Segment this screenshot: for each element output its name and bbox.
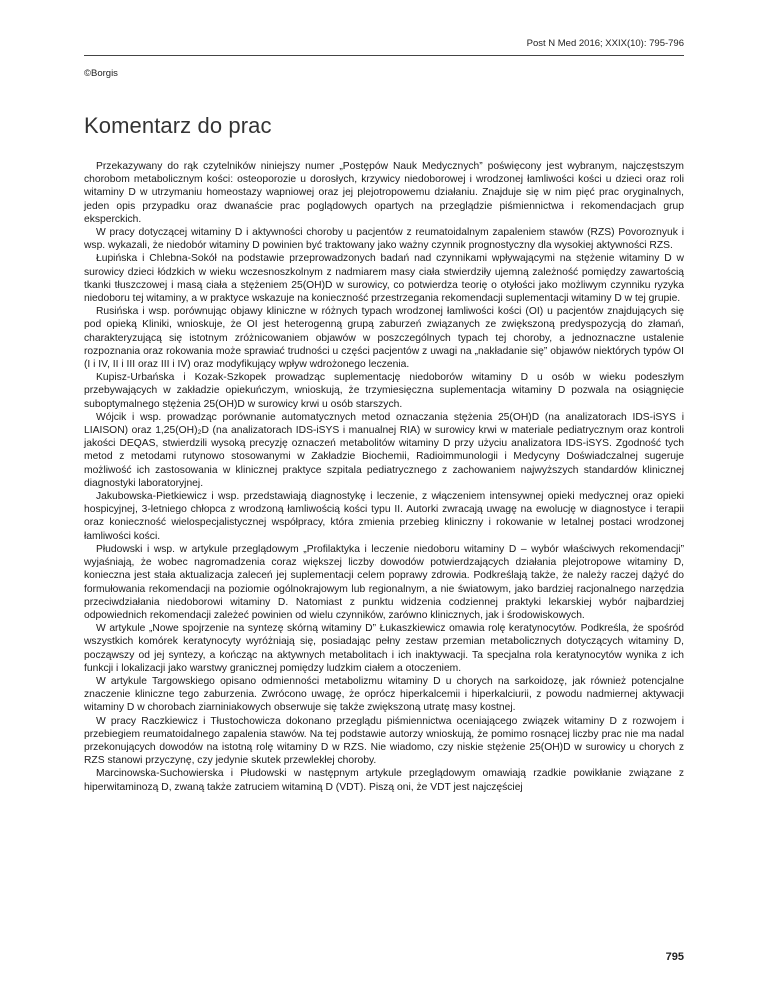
paragraph-10: W artykule Targowskiego opisano odmienności metabolizmu witaminy D u chorych na sarkoidozę, jak również potencjalne znaczenie kliniczne tego zaburzenia. Zwrócono uwagę, że oprócz hiperkalcemii i hiperkalciurii, z powodu nadmiernej aktywacji witaminy D w chorobach ziarniniakowych obserwuje się także zwiększoną utratę masy kostnej.	[84, 675, 684, 714]
paragraph-12: Marcinowska-Suchowierska i Płudowski w następnym artykule przeglądowym omawiają rzadkie powikłanie związane z hiperwitaminozą D, zwaną także zatruciem witaminą D (VDT). Piszą oni, że VDT jest najczęściej	[84, 768, 684, 793]
article-title: Komentarz do prac	[84, 113, 272, 138]
header-divider	[84, 55, 684, 56]
paragraph-11: W pracy Raczkiewicz i Tłustochowicza dokonano przeglądu piśmiennictwa oceniającego związek witaminy D z rozwojem i przebiegiem reumatoidalnego zapalenia stawów. Na tej podstawie autorzy wnioskują, że pomimo rosnącej liczby prac nie ma nadal przekonujących dowodów na istotną rolę witaminy D w RZS. Nie wiadomo, czy niskie stężenie 25(OH)D w surowicy u chorych z RZS stanowi przyczynę, czy jedynie skutek przewlekłej choroby.	[84, 715, 684, 767]
paragraph-7: Jakubowska-Pietkiewicz i wsp. przedstawiają diagnostykę i leczenie, z włączeniem intensywnej opieki medycznej oraz opieki hospicyjnej, 3-letniego chłopca z wrodzoną łamliwością kości typu II. Autorki zwracają uwagę na ewolucję w diagnostyce i terapii oraz konieczność wielospecjalistycznej współpracy, która zmienia przebieg kliniczny i rokowanie w letalnej postaci wrodzonej łamliwości kości.	[84, 491, 684, 542]
paragraph-3: Łupińska i Chlebna-Sokół na podstawie przeprowadzonych badań nad czynnikami wpływającymi na stężenie witaminy D w surowicy dzieci łódzkich w wieku wczesnoszkolnym z nadmiarem masy ciała stwierdziły ujemną zależność pomiędzy zawartością tkanki tłuszczowej i masą ciała a stężeniem 25(OH)D w surowicy, co potwierdza teorię o otyłości jako możliwym czynniku ryzyka niedoboru tej witaminy, a w praktyce wskazuje na konieczność przestrzegania rekomendacji suplementacji witaminy D w tej grupie.	[84, 253, 684, 305]
journal-citation: Post N Med 2016; XXIX(10): 795-796	[526, 38, 684, 49]
paragraph-5: Kupisz-Urbańska i Kozak-Szkopek prowadząc suplementację niedoborów witaminy D u osób w wieku podeszłym przebywających w zakładzie opiekuńczym, wnioskują, że trzymiesięczna suplementacja witaminy D pozwala na osiągnięcie suboptymalnego stężenia 25(OH)D w surowicy krwi u osób starszych.	[84, 372, 684, 410]
paragraph-6: Wójcik i wsp. prowadząc porównanie automatycznych metod oznaczania stężenia 25(OH)D (na analizatorach IDS-iSYS i LIAISON) oraz 1,25(OH)₂D (na analizatorach IDS-iSYS i manualnej RIA) w surowicy krwi w materiale pediatrycznym oraz kontroli jakości DEQAS, stwierdzili wysoką precyzję oznaczeń metabolitów witaminy D przy użyciu analizatora IDS-iSYS. Zgodność tych metod z metodami rutynowo stosowanymi w Zakładzie Biochemii, Radioimmunologii i Medycyny Doświadczalnej sugeruje możliwość ich zastosowania w klinicznej praktyce szpitala pediatrycznego z zachowaniem najwyższych standardów klinicznej diagnostyki laboratoryjnej.	[84, 411, 684, 489]
paragraph-8: Płudowski i wsp. w artykule przeglądowym „Profilaktyka i leczenie niedoboru witaminy D – wybór właściwych rekomendacji” wyjaśniają, że wobec nagromadzenia coraz większej liczby dowodów potwierdzających działania plejotropowe witaminy D, konieczna jest stała aktualizacja zaleceń jej suplementacji celem poprawy zdrowia. Podkreślają także, że należy raczej dążyć do formułowania rekomendacji na poziomie ogólnokrajowym lub regionalnym, a nie światowym, jako bardziej racjonalnego narzędzia przeciwdziałania niedoborowi witaminy D. Natomiast z punktu widzenia codziennej praktyki lekarskiej wybór najbardziej odpowiednich rekomendacji zależeć powinien od wielu czynników, zarówno klinicznych, jak i środowiskowych.	[84, 543, 684, 621]
article-body	[84, 160, 684, 794]
paragraph-2: W pracy dotyczącej witaminy D i aktywności choroby u pacjentów z reumatoidalnym zapaleniem stawów (RZS) Povoroznyuk i wsp. wykazali, że niedobór witaminy D powinien być traktowany jako ważny czynnik prognostyczny dla wysokiej aktywności RZS.	[84, 227, 684, 252]
page-number: 795	[665, 951, 684, 963]
paragraph-1: Przekazywany do rąk czytelników niniejszy numer „Postępów Nauk Medycznych” poświęcony jest wybranym, najczęstszym chorobom metabolicznym kości: osteoporozie u dorosłych, krzywicy niedoborowej i wrodzonej łamliwości kości u dzieci oraz roli witaminy D w utrzymaniu homeostazy wapniowej oraz jej plejotropowemu działaniu. Znajduje się w nim pięć prac oryginalnych, jeden opis przypadku oraz dwanaście prac poglądowych opartych na przeglądzie piśmiennictwa i rekomendacjach grup eksperckich.	[84, 161, 684, 225]
copyright-notice: ©Borgis	[84, 68, 118, 79]
paragraph-4: Rusińska i wsp. porównując objawy kliniczne w różnych typach wrodzonej łamliwości kości (OI) u pacjentów znajdujących się pod opieką Kliniki, wnioskuje, że OI jest heterogenną grupą zaburzeń związanych ze zwiększoną predyspozycją do złamań, charakteryzującą się istotnym zróżnicowaniem objawów w poszczególnych typach tej choroby, a jednoznaczne ustalenie rozpoznania oraz rokowania może sprawiać trudności u części pacjentów z uwagi na „nakładanie się” objawów niektórych typów OI (I i IV, II i III oraz III i IV) oraz modyfikujący wpływ wdrożonego leczenia.	[84, 306, 684, 371]
paragraph-9: W artykule „Nowe spojrzenie na syntezę skórną witaminy D” Łukaszkiewicz omawia rolę keratynocytów. Podkreśla, że spośród wszystkich komórek keratynocyty wyróżniają się, posiadając pełny zestaw przemian metabolicznych dotyczących witaminy D, począwszy od jej syntezy, a kończąc na aktywnych metabolitach i ich inaktywacji. Ta specjalna rola keratynocytów wynika z ich funkcji i lokalizacji jako warstwy granicznej pomiędzy ludzkim ciałem a otoczeniem.	[84, 623, 684, 674]
